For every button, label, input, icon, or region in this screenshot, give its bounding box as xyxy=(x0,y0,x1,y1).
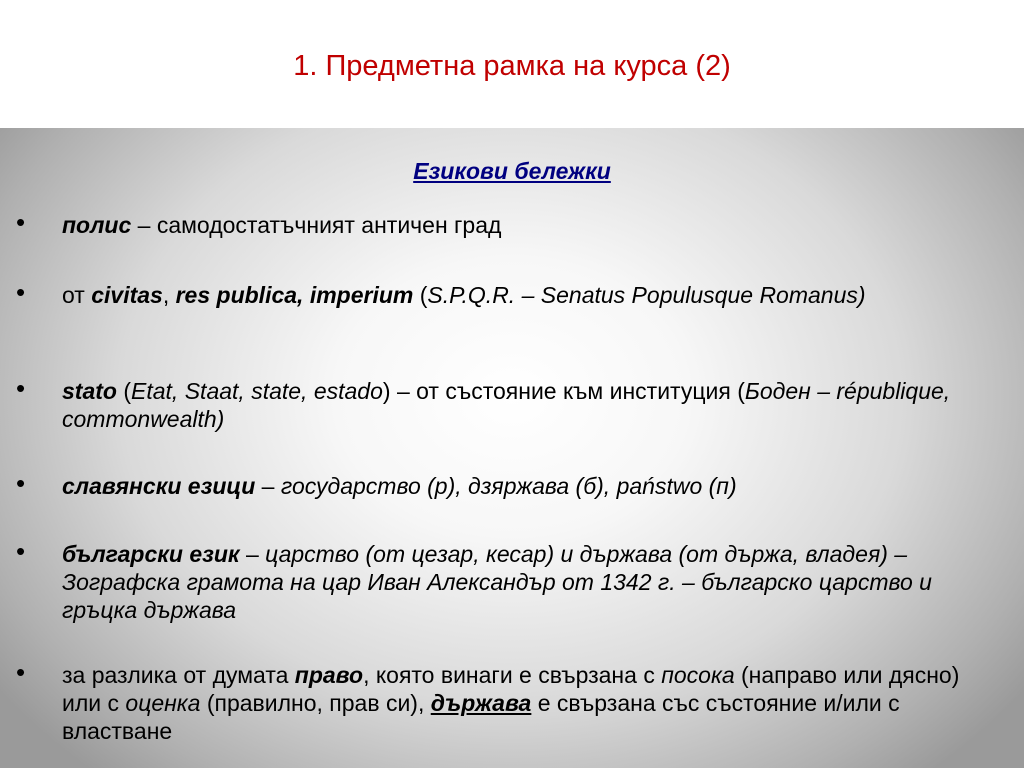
slide-title: 1. Предметна рамка на курса (2) xyxy=(293,50,731,82)
bullet-text-segment: български език xyxy=(62,541,240,567)
bullet-text-segment: civitas xyxy=(91,282,163,308)
bullet-text-segment: – xyxy=(255,473,281,499)
bullet-text-segment: (направо или дясно) или с xyxy=(62,662,960,716)
bullet-text-segment: ) – от състояние към институция ( xyxy=(382,378,745,404)
bullet-text-segment: , xyxy=(162,282,176,308)
bullet-icon: • xyxy=(16,373,26,403)
bullet-icon: • xyxy=(16,277,26,307)
bullet-icon: • xyxy=(16,468,26,498)
bullet-text xyxy=(62,211,1002,239)
bullet-text-segment: – самодостатъчният античен град xyxy=(131,212,502,238)
bullet-text-segment: държава xyxy=(430,690,532,716)
bullet-text-segment: право xyxy=(294,662,364,688)
bullet-text-segment: посока xyxy=(661,662,735,688)
bullet-text-segment: Etat, Staat, state, estado xyxy=(131,378,383,404)
bullet-text-segment: за разлика от думата xyxy=(62,662,295,688)
bullet-icon: • xyxy=(16,657,26,687)
bullet-text xyxy=(62,540,1002,624)
bullet-text-segment: stato xyxy=(62,378,117,404)
bullet-text-segment: оценка xyxy=(125,690,201,716)
slide-subtitle: Езикови бележки xyxy=(413,158,611,184)
bullet-text xyxy=(62,281,1002,309)
bullet-text xyxy=(62,377,1002,433)
bullet-icon: • xyxy=(16,536,26,566)
title-bar xyxy=(0,0,1024,128)
bullet-text xyxy=(62,472,1002,500)
bullet-text-segment: res publica, imperium xyxy=(175,282,414,308)
bullet-text-segment: от xyxy=(62,282,92,308)
bullet-text-segment: (правилно, прав си), xyxy=(200,690,431,716)
bullet-text-segment: царство (от цезар, кесар) и държава (от държа, владея) – Зографска грамота на цар Иван Александър от 1342 г. – българско царство и гръцка държава xyxy=(62,541,932,623)
bullet-text-segment: е свързана със състояние и/или с властване xyxy=(62,690,900,744)
bullet-text-segment: S.P.Q.R. – Senatus Populusque Romanus) xyxy=(427,282,866,308)
bullet-text xyxy=(62,661,1002,745)
bullet-text-segment: славянски езици xyxy=(62,473,256,499)
bullet-text-segment: государство (р), дзяржава (б), państwo (п) xyxy=(280,473,737,499)
bullet-text-segment: полис xyxy=(62,212,132,238)
bullet-icon: • xyxy=(16,207,26,237)
bullet-text-segment: ( xyxy=(413,282,428,308)
bullet-text-segment: ( xyxy=(116,378,132,404)
bullet-text-segment: – xyxy=(239,541,266,567)
bullet-text-segment: , която винаги е свързана с xyxy=(363,662,662,688)
bullet-text-segment: Боден – république, commonwealth) xyxy=(62,378,951,432)
